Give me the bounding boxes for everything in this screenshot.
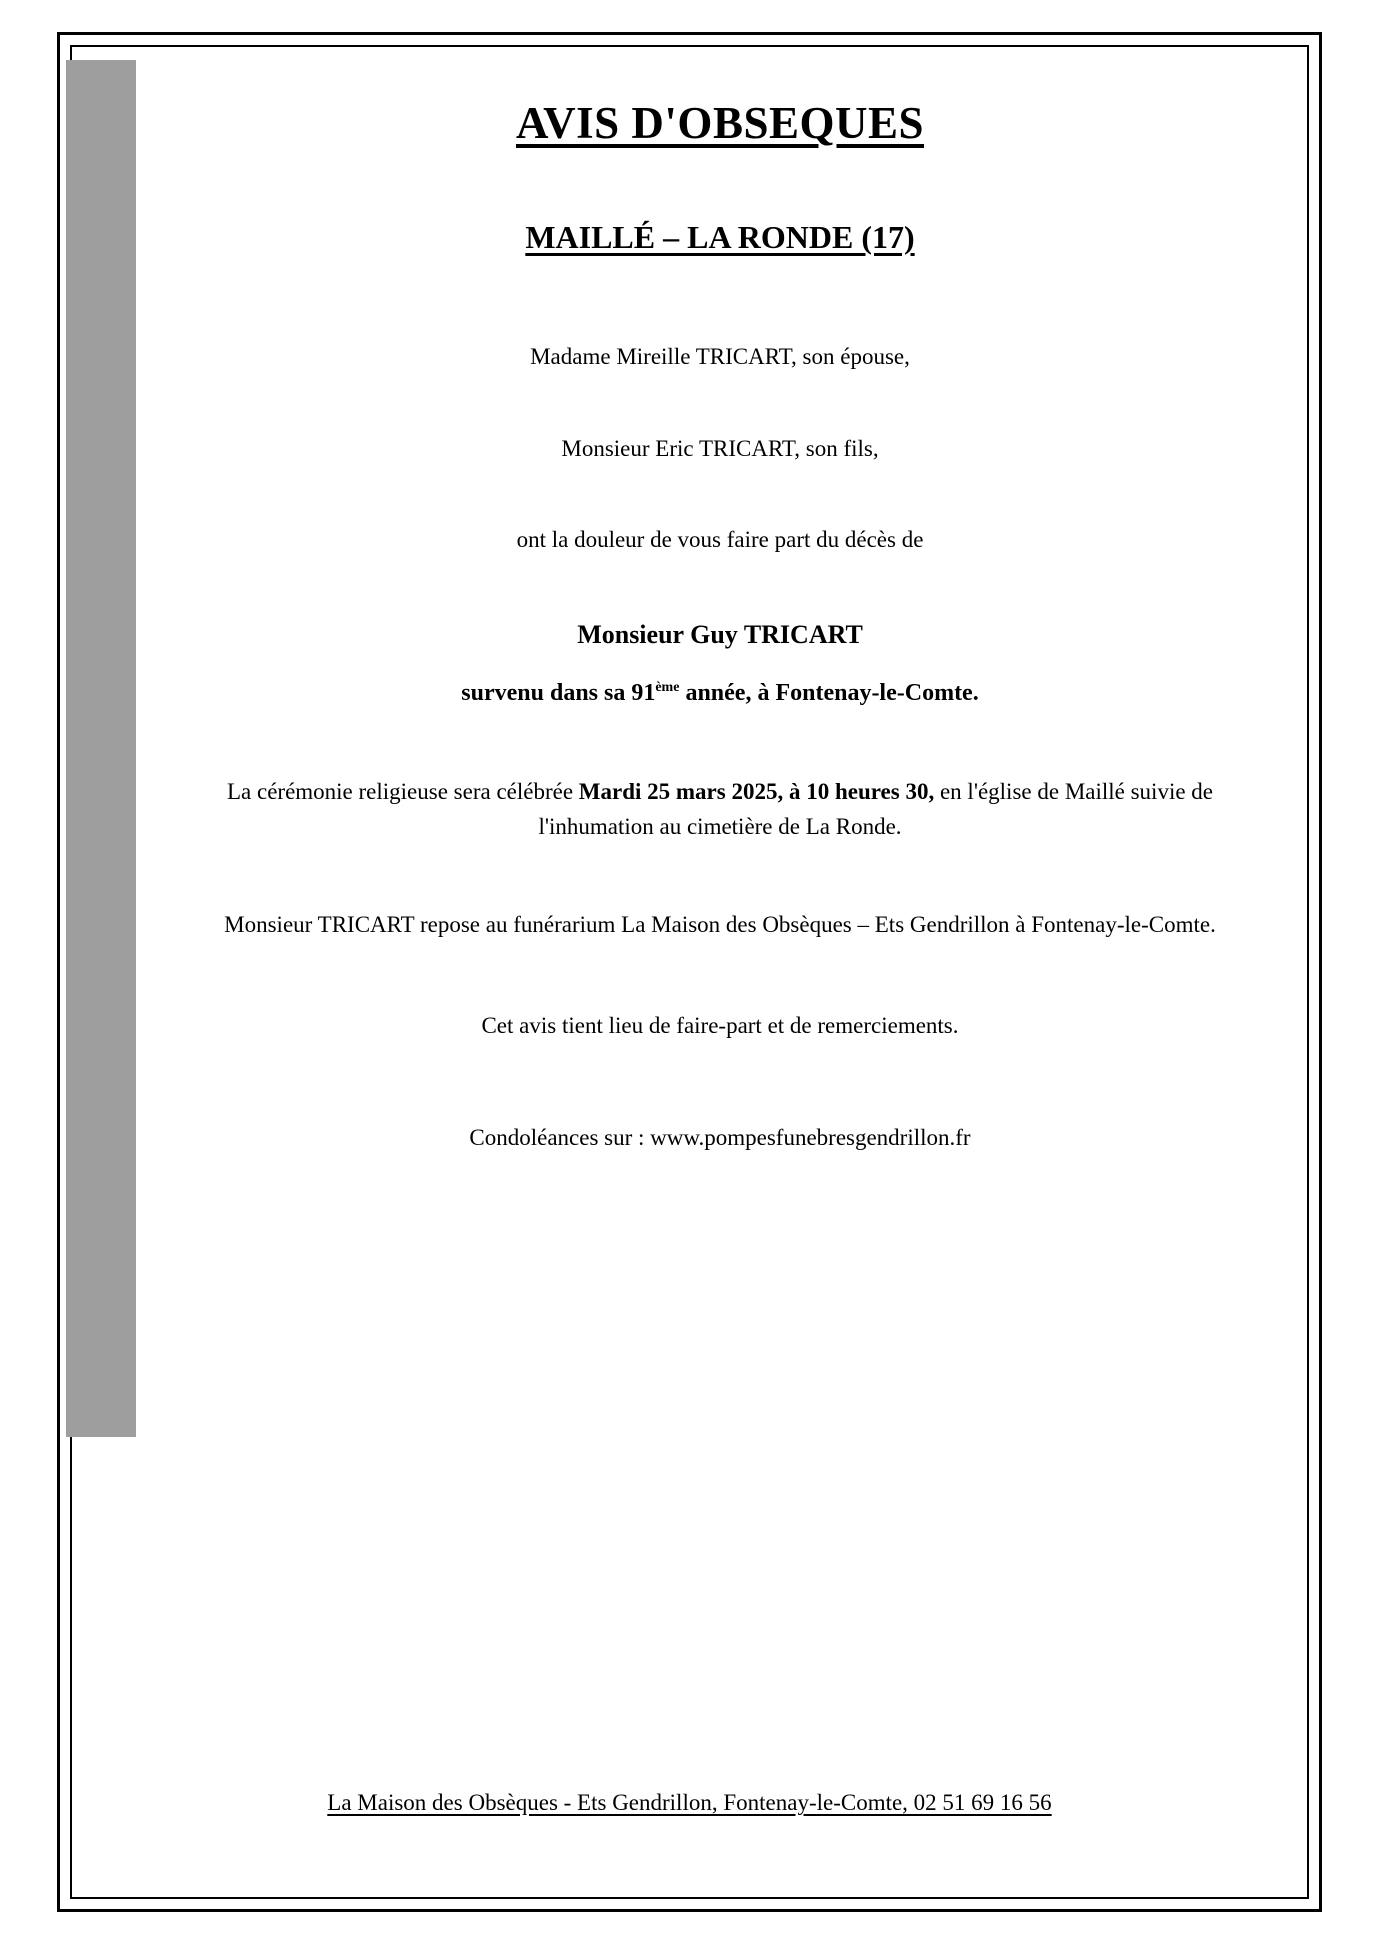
ceremony-datetime: Mardi 25 mars 2025, à 10 heures 30, xyxy=(578,779,935,805)
deceased-name: Monsieur Guy TRICART xyxy=(577,620,863,650)
ceremony-paragraph xyxy=(160,775,1280,844)
family-line-spouse: Madame Mireille TRICART, son épouse, xyxy=(530,344,910,370)
funerarium-paragraph: Monsieur TRICART repose au funérarium La Maison des Obsèques – Ets Gendrillon à Fontenay-le-Comte. xyxy=(224,912,1216,938)
deceased-place-text: année, à Fontenay-le-Comte. xyxy=(679,680,979,707)
family-line-son: Monsieur Eric TRICART, son fils, xyxy=(561,435,879,461)
document-content xyxy=(140,60,1300,1179)
location-subtitle: MAILLÉ – LA RONDE (17) xyxy=(525,219,915,255)
deceased-age-suffix: ème xyxy=(655,680,680,696)
notice-paragraph: Cet avis tient lieu de faire-part et de remerciements. xyxy=(481,1012,959,1038)
condolences-paragraph: Condoléances sur : www.pompesfunebresgendrillon.fr xyxy=(469,1125,971,1151)
footer-contact: La Maison des Obsèques - Ets Gendrillon, Fontenay-le-Comte, 02 51 69 16 56 xyxy=(327,1790,1052,1815)
decorative-grey-bar xyxy=(66,60,136,1437)
ceremony-tail-text: en l'église de Maillé suivie de l'inhumation au cimetière de La Ronde. xyxy=(538,779,1214,839)
ceremony-lead-text: La cérémonie religieuse sera célébrée xyxy=(226,779,579,805)
page-title: AVIS D'OBSEQUES xyxy=(515,98,925,148)
deceased-details xyxy=(160,678,1280,709)
deceased-age-text: survenu dans sa 91 xyxy=(461,680,656,707)
announcement-line: ont la douleur de vous faire part du décès de xyxy=(516,527,924,553)
